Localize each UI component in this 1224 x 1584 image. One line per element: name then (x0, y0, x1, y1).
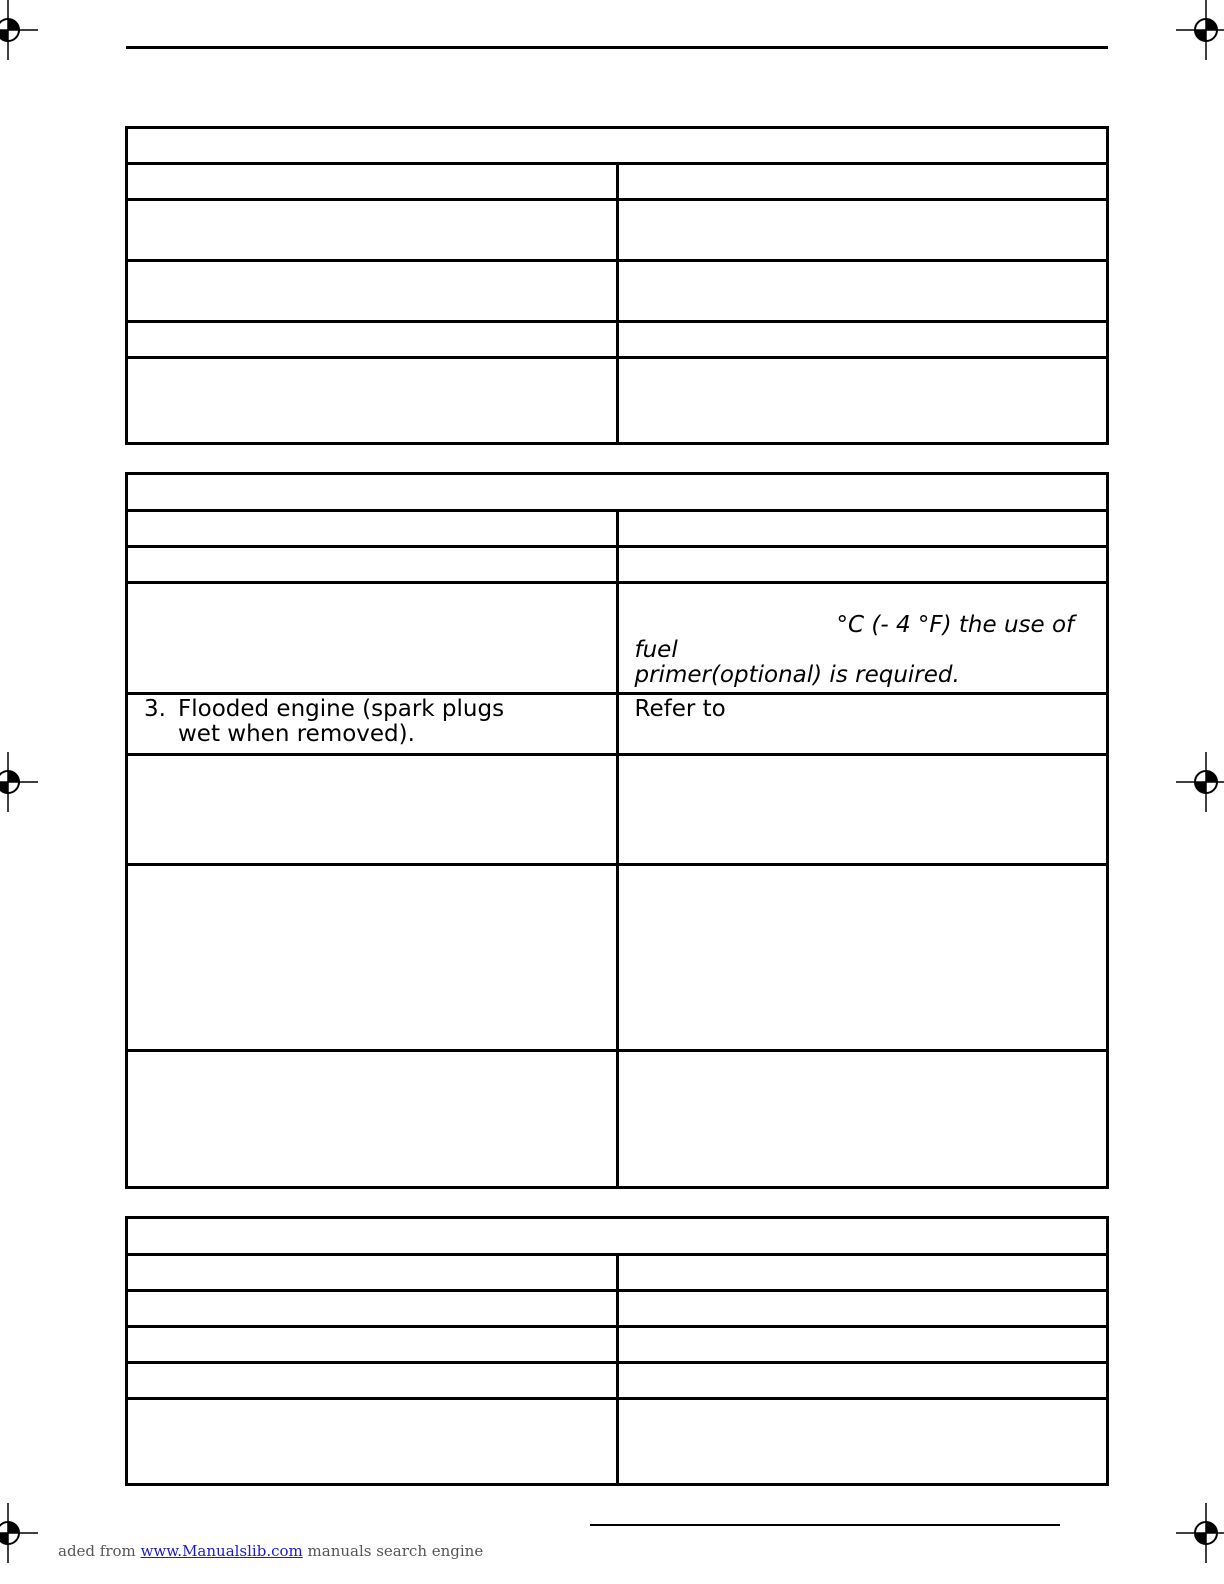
cause-cell (127, 322, 618, 358)
note-line-2: primer(optional) is required. (634, 662, 960, 688)
cause-cell (127, 755, 618, 865)
cause-cell (127, 694, 618, 755)
cause-item-3 (128, 695, 616, 749)
troubleshooting-table-2 (125, 472, 1109, 1189)
cause-cell (127, 865, 618, 1051)
header-rule (126, 46, 1108, 49)
cause-text-line-1: Flooded engine (spark plugs (178, 696, 505, 722)
remedy-cell (617, 1327, 1108, 1363)
remedy-cell (617, 1291, 1108, 1327)
remedy-cell (617, 694, 1108, 755)
remedy-cell (617, 322, 1108, 358)
cause-cell (127, 1051, 618, 1188)
registration-mark-icon (1176, 1503, 1224, 1563)
header-cell (127, 511, 618, 547)
header-cell (617, 164, 1108, 200)
cause-cell (127, 261, 618, 322)
registration-mark-icon (0, 1503, 38, 1563)
table-title-cell (127, 128, 1108, 164)
remedy-cell (617, 358, 1108, 444)
cause-cell (127, 547, 618, 583)
remedy-cell (617, 583, 1108, 694)
troubleshooting-table-1 (125, 126, 1109, 445)
registration-mark-icon (0, 752, 38, 812)
cause-cell (127, 200, 618, 261)
table-title-cell (127, 474, 1108, 511)
cause-cell (127, 1291, 618, 1327)
remedy-text: Refer to (634, 696, 726, 722)
remedy-cell (617, 865, 1108, 1051)
cause-text (178, 697, 504, 747)
download-footer (58, 1542, 483, 1560)
cause-cell (127, 1399, 618, 1485)
manualslib-link[interactable]: www.Manualslib.com (140, 1542, 303, 1560)
footer-prefix: aded from (58, 1542, 136, 1560)
cause-cell (127, 583, 618, 694)
remedy-cell (617, 200, 1108, 261)
note-line-1: °C (- 4 °F) the use of fuel (634, 612, 1075, 663)
cause-cell (127, 1363, 618, 1399)
remedy-cell (617, 755, 1108, 865)
cause-cell (127, 358, 618, 444)
remedy-cell (617, 1051, 1108, 1188)
table-title-cell (127, 1218, 1108, 1255)
cause-cell (127, 1327, 618, 1363)
remedy-cell (617, 547, 1108, 583)
cold-weather-note (619, 613, 1107, 692)
footer-suffix: manuals search engine (307, 1542, 484, 1560)
header-cell (617, 511, 1108, 547)
header-cell (127, 1255, 618, 1291)
cause-number: 3. (144, 696, 166, 722)
header-cell (127, 164, 618, 200)
cause-text-line-2: wet when removed). (178, 721, 415, 747)
troubleshooting-table-3 (125, 1216, 1109, 1486)
registration-mark-icon (1176, 0, 1224, 60)
registration-mark-icon (1176, 752, 1224, 812)
footer-rule (590, 1524, 1060, 1526)
remedy-cell (617, 1363, 1108, 1399)
registration-mark-icon (0, 0, 38, 60)
remedy-cell (617, 261, 1108, 322)
header-cell (617, 1255, 1108, 1291)
remedy-cell (617, 1399, 1108, 1485)
